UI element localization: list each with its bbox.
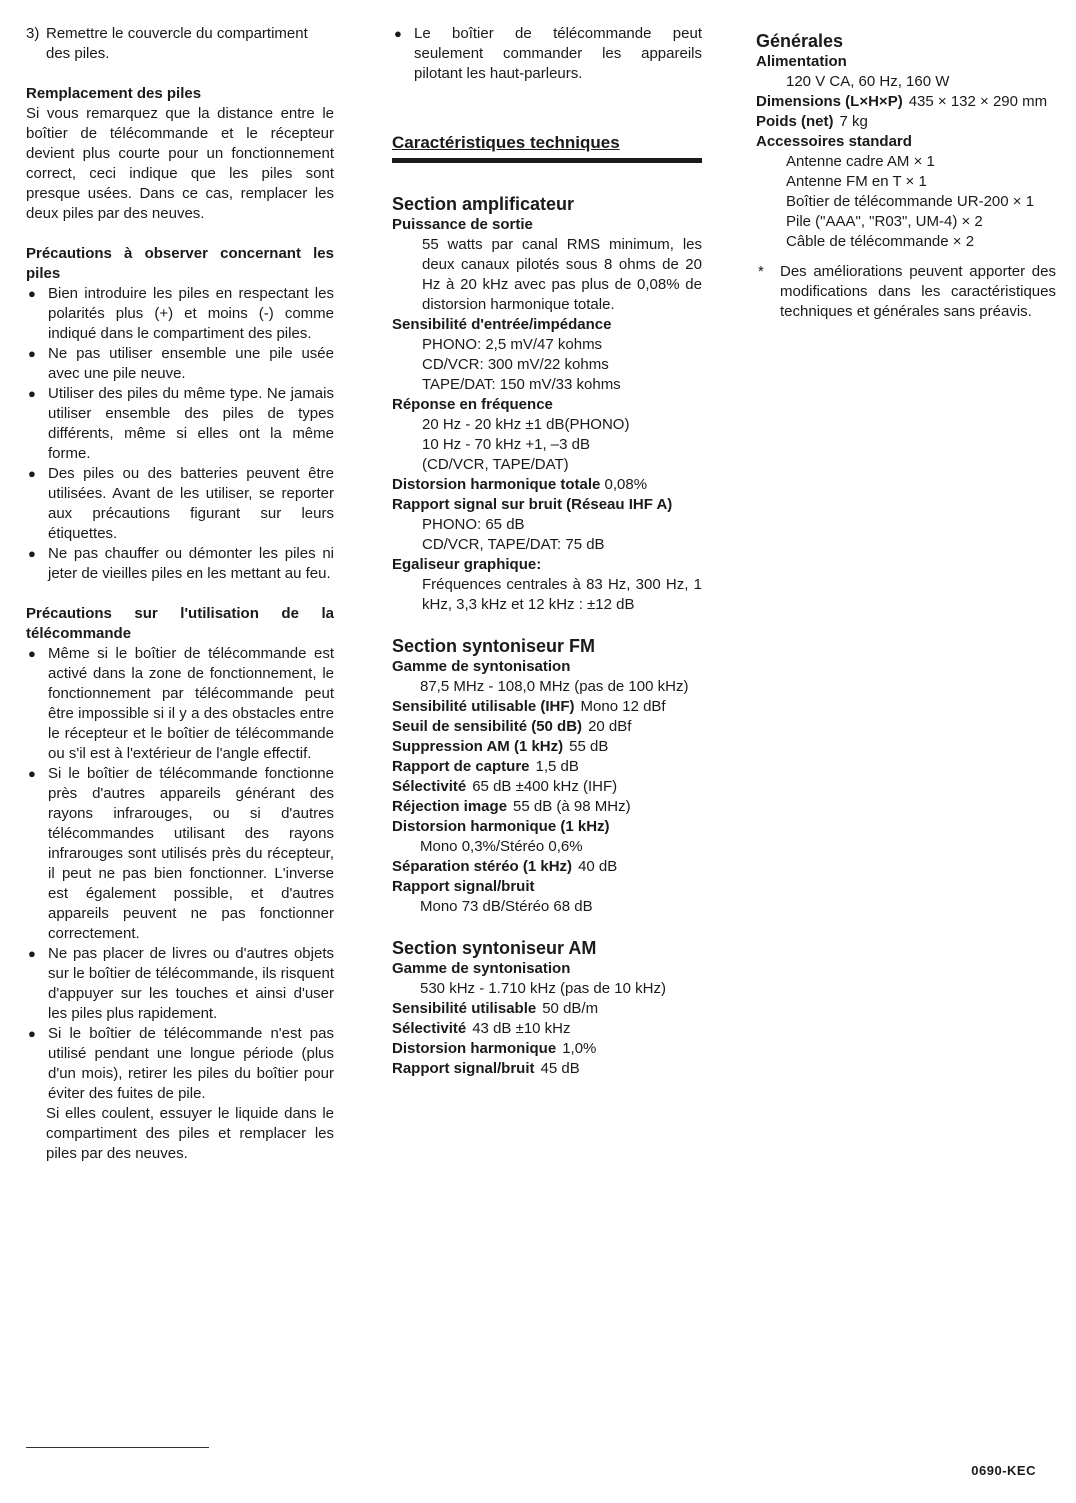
- snr-label: Rapport signal sur bruit (Réseau IHF A): [392, 496, 673, 513]
- bullet-icon: ●: [28, 646, 36, 661]
- battery-precautions-list: [26, 284, 334, 584]
- spec-line: 10 Hz - 70 kHz +1, –3 dB: [422, 436, 591, 453]
- equalizer-label: Egaliseur graphique:: [392, 556, 542, 573]
- fm-section-title: Section syntoniseur FM: [392, 636, 596, 656]
- bullet-icon: ●: [28, 766, 36, 781]
- fm-distortion-label: Distorsion harmonique (1 kHz): [392, 818, 610, 835]
- specifications-heading: Caractéristiques techniques: [392, 132, 702, 163]
- battery-replacement-text: Si vous remarquez que la distance entre le boîtier de télécommande et le récepteur devient plus courte pour un fonctionnement correct, ceci indique que les piles sont presque usées. Dans ce cas, remplacer les deux piles par des neuves.: [26, 105, 334, 222]
- weight-spec: Poids (net) 7 kg: [756, 113, 868, 130]
- list-item: ● Bien introduire les piles en respectant les polarités plus (+) et moins (-) comme indiqué dans le compartiment des piles.: [28, 285, 334, 342]
- fm-range-value: 87,5 MHz - 108,0 MHz (pas de 100 kHz): [420, 678, 689, 695]
- spec-row: Sensibilité utilisable (IHF) Mono 12 dBf: [392, 698, 666, 715]
- leak-instruction: Si elles coulent, essuyer le liquide dans le compartiment des piles et remplacer les piles par des neuves.: [46, 1105, 334, 1162]
- list-item: ● Le boîtier de télécommande peut seulement commander les appareils pilotant les haut-parleurs.: [394, 25, 702, 82]
- spec-row: Sélectivité 65 dB ±400 kHz (IHF): [392, 778, 618, 795]
- bullet-icon: ●: [28, 946, 36, 961]
- bullet-icon: ●: [28, 386, 36, 401]
- accessories-label: Accessoires standard: [756, 133, 912, 150]
- list-item: ● Ne pas chauffer ou démonter les piles ni jeter de vieilles piles en les mettant au feu.: [28, 545, 334, 582]
- fm-snr-label: Rapport signal/bruit: [392, 878, 535, 895]
- spec-row: Sélectivité 43 dB ±10 kHz: [392, 1020, 571, 1037]
- accessory-item: Pile ("AAA", "R03", UM-4) × 2: [786, 213, 983, 230]
- fm-range-label: Gamme de syntonisation: [392, 658, 571, 675]
- middle-column: [392, 24, 702, 1079]
- spec-row: Rapport signal/bruit 45 dB: [392, 1060, 580, 1077]
- am-section-title: Section syntoniseur AM: [392, 938, 597, 958]
- power-supply-value: 120 V CA, 60 Hz, 160 W: [786, 73, 950, 90]
- step-text: Remettre le couvercle du compartiment des piles.: [46, 25, 308, 62]
- spec-row: Séparation stéréo (1 kHz) 40 dB: [392, 858, 618, 875]
- list-item: ● Si le boîtier de télécommande fonctionne près d'autres appareils générant des rayons infrarouges, ou si d'autres télécommandes utilisant des rayons infrarouges sont utilisés près du récepteur, il peut ne pas bien fonctionner. L'inverse est également possible, et d'autres appareils peuvent ne pas fonctionner correctement.: [28, 765, 334, 942]
- spec-line: TAPE/DAT: 150 mV/33 kohms: [422, 376, 621, 393]
- spec-row: Suppression AM (1 kHz) 55 dB: [392, 738, 609, 755]
- fm-snr-value: Mono 73 dB/Stéréo 68 dB: [420, 898, 593, 915]
- battery-precautions-heading: Précautions à observer concernant les piles: [26, 245, 334, 282]
- spec-line: (CD/VCR, TAPE/DAT): [422, 456, 569, 473]
- spec-row: Distorsion harmonique 1,0%: [392, 1040, 597, 1057]
- bullet-icon: ●: [28, 546, 36, 561]
- asterisk: *: [758, 263, 764, 280]
- document-code: 0690-KEC: [971, 1463, 1036, 1478]
- spec-line: PHONO: 2,5 mV/47 kohms: [422, 336, 603, 353]
- list-item: ● Ne pas utiliser ensemble une pile usée avec une pile neuve.: [28, 345, 334, 382]
- thd-spec: Distorsion harmonique totale 0,08%: [392, 476, 648, 493]
- general-section-title: Générales: [756, 31, 844, 51]
- spec-line: CD/VCR: 300 mV/22 kohms: [422, 356, 609, 373]
- spec-row: Sensibilité utilisable 50 dB/m: [392, 1000, 599, 1017]
- step-3: [26, 24, 334, 64]
- list-item: ● Même si le boîtier de télécommande est activé dans la zone de fonctionnement, le fonctionnement par télécommande peut être impossible si il y a des obstacles entre le récepteur et le boîtier de télécommande ou s'il est à l'extérieur de l'angle effectif.: [28, 645, 334, 762]
- bullet-icon: ●: [28, 1026, 36, 1041]
- footer-rule: [26, 1447, 209, 1448]
- output-power-label: Puissance de sortie: [392, 216, 533, 233]
- accessory-item: Boîtier de télécommande UR-200 × 1: [786, 193, 1035, 210]
- list-item: ● Des piles ou des batteries peuvent être utilisées. Avant de les utiliser, se reporter aux précautions figurant sur leurs étiquettes.: [28, 465, 334, 542]
- accessory-item: Antenne cadre AM × 1: [786, 153, 935, 170]
- equalizer-text: Fréquences centrales à 83 Hz, 300 Hz, 1 kHz, 3,3 kHz et 12 kHz : ±12 dB: [422, 576, 702, 613]
- spec-line: 20 Hz - 20 kHz ±1 dB(PHONO): [422, 416, 630, 433]
- am-range-label: Gamme de syntonisation: [392, 960, 571, 977]
- accessory-item: Antenne FM en T × 1: [786, 173, 927, 190]
- fm-distortion-value: Mono 0,3%/Stéréo 0,6%: [420, 838, 583, 855]
- note-text: Des améliorations peuvent apporter des modifications dans les caractéristiques techniques et générales sans préavis.: [780, 263, 1056, 320]
- list-item: ● Ne pas placer de livres ou d'autres objets sur le boîtier de télécommande, ils risquent d'appuyer sur les touches et ainsi d'user les piles plus rapidement.: [28, 945, 334, 1022]
- accessory-item: Câble de télécommande × 2: [786, 233, 975, 250]
- battery-replacement-heading: Remplacement des piles: [26, 85, 202, 102]
- bullet-icon: ●: [28, 346, 36, 361]
- dimensions-spec: Dimensions (L×H×P) 435 × 132 × 290 mm: [756, 93, 1048, 110]
- improvement-note: [756, 262, 1056, 322]
- am-range-value: 530 kHz - 1.710 kHz (pas de 10 kHz): [420, 980, 666, 997]
- spec-row: Seuil de sensibilité (50 dB) 20 dBf: [392, 718, 632, 735]
- step-number: 3): [26, 25, 40, 42]
- right-column: [756, 24, 1056, 322]
- list-item: ● Si le boîtier de télécommande n'est pas utilisé pendant une longue période (plus d'un mois), retirer les piles du boîtier pour éviter des fuites de pile.: [28, 1025, 334, 1102]
- output-power-text: 55 watts par canal RMS minimum, les deux canaux pilotés sous 8 ohms de 20 Hz à 20 kHz avec pas plus de 0,08% de distorsion harmonique totale.: [422, 236, 702, 313]
- bullet-icon: ●: [28, 286, 36, 301]
- remote-precautions-list: [26, 644, 334, 1104]
- top-bullet-list: [392, 24, 702, 84]
- bullet-icon: ●: [28, 466, 36, 481]
- spec-line: PHONO: 65 dB: [422, 516, 525, 533]
- spec-row: Rapport de capture 1,5 dB: [392, 758, 579, 775]
- frequency-response-label: Réponse en fréquence: [392, 396, 553, 413]
- amplifier-section-title: Section amplificateur: [392, 194, 575, 214]
- power-supply-label: Alimentation: [756, 53, 847, 70]
- remote-precautions-heading: Précautions sur l'utilisation de la télécommande: [26, 605, 334, 642]
- left-column: [26, 24, 334, 1164]
- bullet-icon: ●: [394, 26, 402, 41]
- spec-line: CD/VCR, TAPE/DAT: 75 dB: [422, 536, 605, 553]
- input-sensitivity-label: Sensibilité d'entrée/impédance: [392, 316, 612, 333]
- spec-row: Réjection image 55 dB (à 98 MHz): [392, 798, 631, 815]
- list-item: ● Utiliser des piles du même type. Ne jamais utiliser ensemble des piles de types différents, même si elles ont la même forme.: [28, 385, 334, 462]
